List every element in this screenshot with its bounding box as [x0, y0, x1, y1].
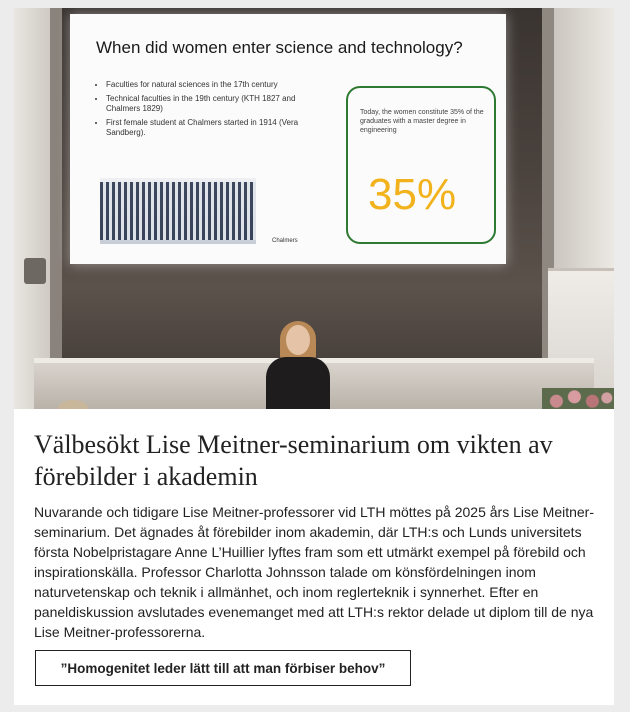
seminar-photo[interactable]	[14, 8, 614, 409]
statistic-number: 35%	[368, 170, 457, 219]
flowers	[542, 388, 614, 409]
slide-bullet: • First female student at Chalmers started in 1914 (Vera Sandberg).	[106, 118, 316, 138]
chalmers-building-facade	[100, 182, 256, 240]
statistic-box	[346, 86, 496, 244]
statistic-text: Today, the women constitute 35% of the graduates with a master degree in engineering	[360, 109, 484, 134]
wall-lamp	[24, 258, 46, 284]
news-card	[14, 8, 614, 705]
slide-bullet: • Faculties for natural sciences in the 17th century	[106, 80, 316, 90]
slide-title: When did women enter science and technology?	[96, 38, 463, 57]
slide-bullets	[94, 80, 316, 142]
audience-head	[58, 400, 88, 409]
slide-bullet: • Technical faculties in the 19th century (KTH 1827 and Chalmers 1829)	[106, 94, 316, 114]
slide-photo-caption: Chalmers	[272, 238, 298, 244]
left-column-shadow	[50, 8, 62, 409]
article-summary: Nuvarande och tidigare Lise Meitner-professorer vid LTH möttes på 2025 års Lise Meitner-seminarium. Det ägnades åt förebilder inom akademin, där LTH:s och Lunds universitets första Nobelpristagare Anne L’Huillier lyftes fram som ett utmärkt exempel på förebild och inspirationskälla. Professor Charlotta Johnsson talade om könsfördelningen inom naturvetenskap och teknik i allmänhet, och inom reglerteknik i synnerhet. Efter en paneldiskussion avslutades evenemanget med att LTH:s rektor delade ut diplom till de nya Lise Meitner-professorerna.	[34, 504, 594, 640]
article-headline[interactable]: Välbesökt Lise Meitner-seminarium om vikten av förebilder i akademin	[34, 430, 553, 491]
speaker-head	[286, 325, 310, 355]
projected-slide	[70, 14, 506, 264]
speaker-body	[266, 357, 330, 409]
quote-link-button[interactable]: ”Homogenitet leder lätt till att man förbiser behov”	[35, 650, 411, 686]
left-column	[14, 8, 50, 409]
speaker	[260, 323, 338, 409]
